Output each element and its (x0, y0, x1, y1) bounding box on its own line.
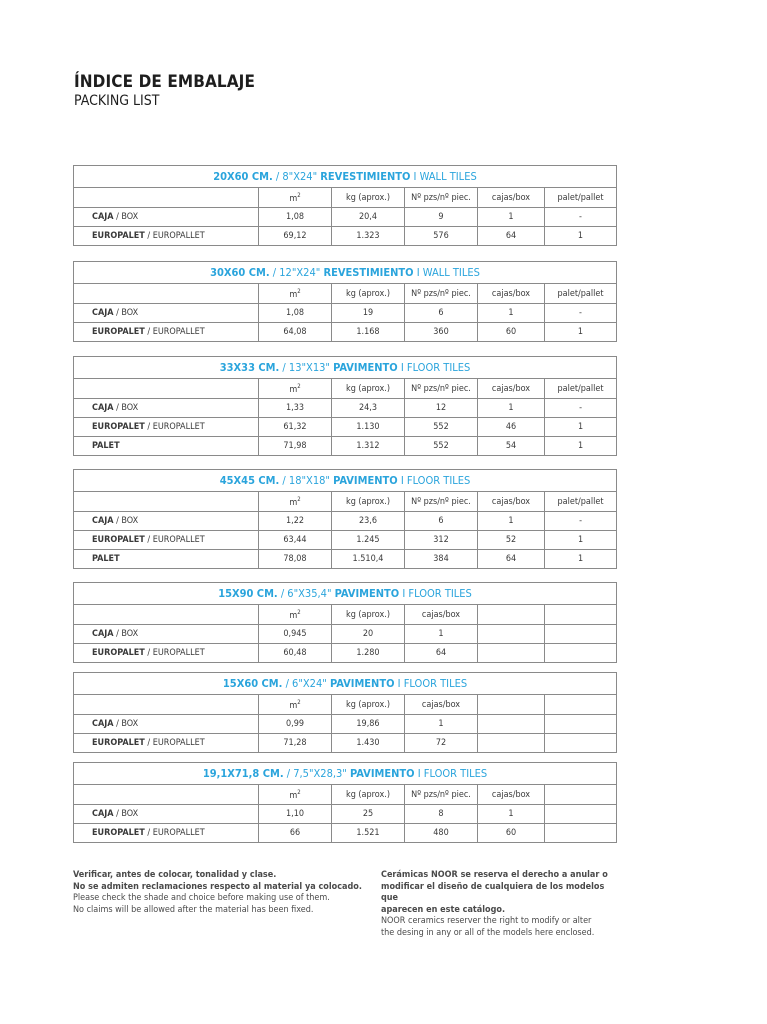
table-cell: EUROPALET / EUROPALLET (74, 418, 259, 437)
table-cell: 6 (405, 512, 478, 531)
table-cell (478, 644, 545, 663)
table-cell: 8 (405, 805, 478, 824)
notes-right: Cerámicas NOOR se reserva el derecho a anular o modificar el diseño de cualquiera de los modelos que aparecen en este catálogo. NOOR ceramics reserver the right to modify or alter the desing in any or all of the models here enclosed. (381, 870, 608, 938)
table-cell: 46 (478, 418, 545, 437)
table-cell: 54 (478, 437, 545, 456)
table-header: 15X60 CM. / 6"X24" PAVIMENTO I FLOOR TILES (74, 673, 617, 695)
table-cell: 64 (478, 227, 545, 246)
table-cell: 1 (478, 208, 545, 227)
table-cell: palet/pallet (545, 492, 617, 512)
table-cell: PALET (74, 550, 259, 569)
table-cell: Nº pzs/nº piec. (405, 379, 478, 399)
table-cell: 64 (478, 550, 545, 569)
table-row (74, 418, 617, 437)
table-cell: palet/pallet (545, 379, 617, 399)
table-cell: - (545, 512, 617, 531)
table-row (74, 437, 617, 456)
table-row (74, 399, 617, 418)
table-cell (74, 379, 259, 399)
table-cell: - (545, 208, 617, 227)
table-cell: 72 (405, 734, 478, 753)
table-cell: 1.312 (332, 437, 405, 456)
table-row (74, 824, 617, 843)
table-cell (545, 715, 617, 734)
packing-table-15x90 (73, 582, 617, 663)
table-cell: EUROPALET / EUROPALLET (74, 323, 259, 342)
table-cell: kg (aprox.) (332, 492, 405, 512)
table-cell: 1 (545, 227, 617, 246)
table-cell: 9 (405, 208, 478, 227)
table-row (74, 208, 617, 227)
table-cell: EUROPALET / EUROPALLET (74, 227, 259, 246)
table-row (74, 644, 617, 663)
table-row (74, 805, 617, 824)
table-cell: 1.280 (332, 644, 405, 663)
table-cell: 24,3 (332, 399, 405, 418)
table-cell: cajas/box (405, 695, 478, 715)
table-cell: cajas/box (405, 605, 478, 625)
table-cell: 64 (405, 644, 478, 663)
table-row (74, 531, 617, 550)
table-cell (545, 734, 617, 753)
table-cell (545, 824, 617, 843)
table-cell: 1.168 (332, 323, 405, 342)
table-cell: 384 (405, 550, 478, 569)
table-cell: 71,28 (259, 734, 332, 753)
table-cell (545, 644, 617, 663)
table-cell: 1 (545, 418, 617, 437)
col-pzs: Nº pzs/nº piec. (405, 188, 478, 208)
table-cell: 1.521 (332, 824, 405, 843)
table-cell: 360 (405, 323, 478, 342)
table-cell: EUROPALET / EUROPALLET (74, 824, 259, 843)
table-cell: 0,99 (259, 715, 332, 734)
col-kg: kg (aprox.) (332, 188, 405, 208)
table-cell: 25 (332, 805, 405, 824)
table-cell (545, 785, 617, 805)
table-header: 15X90 CM. / 6"X35,4" PAVIMENTO I FLOOR TILES (74, 583, 617, 605)
table-cell: CAJA / BOX (74, 304, 259, 323)
table-cell: 1,10 (259, 805, 332, 824)
table-header: 45X45 CM. / 18"X18" PAVIMENTO I FLOOR TILES (74, 470, 617, 492)
col-m2: $m^2$ (259, 188, 332, 208)
table-cell (478, 715, 545, 734)
table-cell (478, 695, 545, 715)
table-cell: 312 (405, 531, 478, 550)
table-cell: 1 (405, 625, 478, 644)
table-cell: 1 (478, 512, 545, 531)
table-cell: EUROPALET / EUROPALLET (74, 734, 259, 753)
table-cell: 61,32 (259, 418, 332, 437)
table-cell (74, 785, 259, 805)
table-cell: CAJA / BOX (74, 805, 259, 824)
table-cell: 52 (478, 531, 545, 550)
col-box: cajas/box (478, 188, 545, 208)
table-cell: 63,44 (259, 531, 332, 550)
table-cell: 552 (405, 418, 478, 437)
table-header: 20X60 CM. / 8"X24" REVESTIMIENTO I WALL TILES (74, 166, 617, 188)
table-cell: 1,08 (259, 304, 332, 323)
table-row (74, 550, 617, 569)
table-cell: 12 (405, 399, 478, 418)
table-cell: Nº pzs/nº piec. (405, 785, 478, 805)
table-cell: $m^2$ (259, 785, 332, 805)
table-cell: 60 (478, 323, 545, 342)
table-cell: 1,08 (259, 208, 332, 227)
table-header: 30X60 CM. / 12"X24" REVESTIMIENTO I WALL TILES (74, 262, 617, 284)
table-cell: 1,33 (259, 399, 332, 418)
table-cell: 1 (545, 531, 617, 550)
notes-left: Verificar, antes de colocar, tonalidad y clase. No se admiten reclamaciones respecto al material ya colocado. Please check the shade and choice before making use of them. No claims will be allowed after the material has been fixed. (73, 870, 362, 915)
packing-table-19x71 (73, 762, 617, 843)
table-row (74, 323, 617, 342)
table-cell: 552 (405, 437, 478, 456)
table-row (74, 715, 617, 734)
table-cell: 1 (478, 399, 545, 418)
table-cell: 480 (405, 824, 478, 843)
table-cell: 1 (405, 715, 478, 734)
table-cell: 6 (405, 304, 478, 323)
table-cell: $m^2$ (259, 695, 332, 715)
table-cell (74, 188, 259, 208)
table-cell: 1.430 (332, 734, 405, 753)
col-pallet: palet/pallet (545, 188, 617, 208)
table-row (74, 734, 617, 753)
table-cell: kg (aprox.) (332, 605, 405, 625)
table-cell (74, 284, 259, 304)
table-cell: 23,6 (332, 512, 405, 531)
table-cell: 1 (545, 323, 617, 342)
table-cell: 1,22 (259, 512, 332, 531)
table-cell (74, 695, 259, 715)
table-cell: EUROPALET / EUROPALLET (74, 644, 259, 663)
table-cell (478, 734, 545, 753)
packing-table-15x60 (73, 672, 617, 753)
table-row (74, 625, 617, 644)
table-cell: 0,945 (259, 625, 332, 644)
table-row (74, 304, 617, 323)
table-cell: kg (aprox.) (332, 695, 405, 715)
table-cell: cajas/box (478, 492, 545, 512)
table-cell: 1.323 (332, 227, 405, 246)
table-cell: 71,98 (259, 437, 332, 456)
table-cell: 60 (478, 824, 545, 843)
page-subtitle: PACKING LIST (74, 93, 160, 109)
table-cell: PALET (74, 437, 259, 456)
table-cell: Nº pzs/nº piec. (405, 284, 478, 304)
table-cell: $m^2$ (259, 379, 332, 399)
table-cell: 1.245 (332, 531, 405, 550)
table-cell: 60,48 (259, 644, 332, 663)
table-cell (545, 605, 617, 625)
table-cell (545, 625, 617, 644)
table-cell: CAJA / BOX (74, 399, 259, 418)
table-cell: 1 (545, 550, 617, 569)
table-cell: - (545, 304, 617, 323)
table-cell: cajas/box (478, 379, 545, 399)
table-cell: 576 (405, 227, 478, 246)
table-header: 19,1X71,8 CM. / 7,5"X28,3" PAVIMENTO I FLOOR TILES (74, 763, 617, 785)
table-cell: kg (aprox.) (332, 284, 405, 304)
table-cell (74, 492, 259, 512)
table-cell: 66 (259, 824, 332, 843)
table-cell: Nº pzs/nº piec. (405, 492, 478, 512)
table-cell: 20,4 (332, 208, 405, 227)
table-cell: 1.510,4 (332, 550, 405, 569)
table-cell: palet/pallet (545, 284, 617, 304)
table-cell: $m^2$ (259, 605, 332, 625)
table-cell: 19,86 (332, 715, 405, 734)
table-cell: $m^2$ (259, 492, 332, 512)
page-title: ÍNDICE DE EMBALAJE (74, 72, 256, 92)
table-cell: CAJA / BOX (74, 208, 259, 227)
table-cell: 1 (478, 805, 545, 824)
table-cell: 1.130 (332, 418, 405, 437)
table-cell: 64,08 (259, 323, 332, 342)
table-header: 33X33 CM. / 13"X13" PAVIMENTO I FLOOR TILES (74, 357, 617, 379)
table-cell: kg (aprox.) (332, 379, 405, 399)
table-cell: CAJA / BOX (74, 625, 259, 644)
table-cell (478, 605, 545, 625)
table-cell: 1 (545, 437, 617, 456)
packing-table-45x45 (73, 469, 617, 569)
table-cell: CAJA / BOX (74, 512, 259, 531)
packing-table-30x60 (73, 261, 617, 342)
table-cell (74, 605, 259, 625)
table-cell (478, 625, 545, 644)
table-row (74, 512, 617, 531)
table-cell: cajas/box (478, 284, 545, 304)
packing-table-20x60 (73, 165, 617, 246)
table-cell: CAJA / BOX (74, 715, 259, 734)
table-cell (545, 805, 617, 824)
table-cell: 20 (332, 625, 405, 644)
table-cell: 69,12 (259, 227, 332, 246)
table-cell: kg (aprox.) (332, 785, 405, 805)
table-cell: 78,08 (259, 550, 332, 569)
table-cell: EUROPALET / EUROPALLET (74, 531, 259, 550)
table-cell: $m^2$ (259, 284, 332, 304)
packing-table-33x33 (73, 356, 617, 456)
table-cell: - (545, 399, 617, 418)
table-cell (545, 695, 617, 715)
table-cell: 1 (478, 304, 545, 323)
table-cell: 19 (332, 304, 405, 323)
table-row (74, 227, 617, 246)
table-cell: cajas/box (478, 785, 545, 805)
